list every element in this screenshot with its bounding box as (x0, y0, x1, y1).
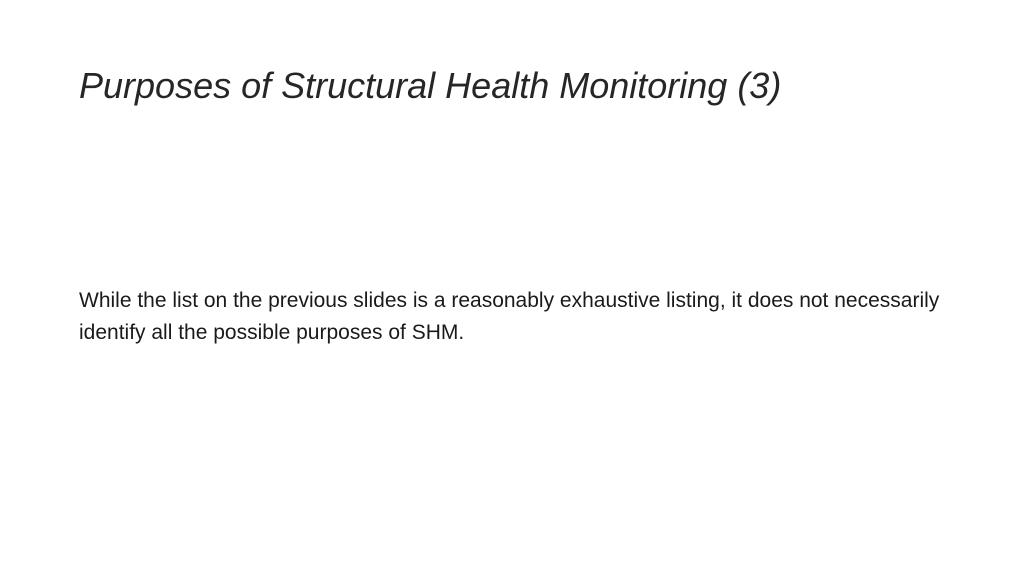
slide-title: Purposes of Structural Health Monitoring (3) (79, 65, 782, 106)
slide-body-text: While the list on the previous slides is a reasonably exhaustive listing, it does not necessarily identify all the possible purposes of SHM. (79, 289, 940, 344)
